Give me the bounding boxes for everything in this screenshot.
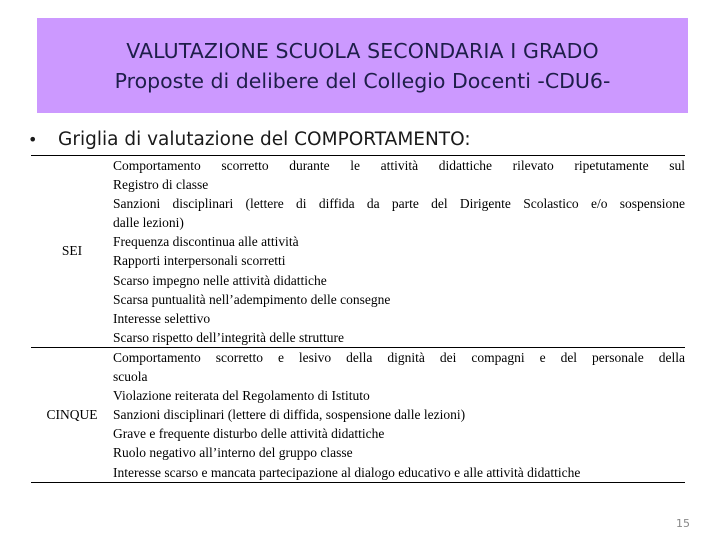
bullet-icon: • <box>28 129 38 149</box>
description-line: Rapporti interpersonali scorretti <box>113 253 286 269</box>
description-line: Violazione reiterata del Regolamento di Istituto <box>113 388 370 404</box>
table-row-cinque <box>31 347 685 482</box>
description-cell <box>113 156 685 348</box>
description-line: Scarso rispetto dell’integrità delle strutture <box>113 329 344 345</box>
description-line: Interesse scarso e mancata partecipazione al dialogo educativo e alle attività didattiche <box>113 464 581 480</box>
description-line: Sanzioni disciplinari (lettere di diffida, sospensione dalle lezioni) <box>113 407 466 423</box>
description-line: dalle lezioni) <box>113 215 184 231</box>
slide-subtitle: Proposte di delibere del Collegio Docenti -CDU6- <box>114 68 611 93</box>
description-line: Frequenza discontinua alle attività <box>113 234 299 250</box>
grade-cell: SEI <box>61 243 83 259</box>
bullet-text: Griglia di valutazione del COMPORTAMENTO: <box>58 128 471 150</box>
page-number: 15 <box>676 517 690 530</box>
description-cell <box>113 347 685 482</box>
description-line: Registro di classe <box>113 177 209 193</box>
description-line: Interesse selettivo <box>113 310 211 326</box>
slide-title: VALUTAZIONE SCUOLA SECONDARIA I GRADO <box>126 38 599 63</box>
description-line: Comportamento scorretto e lesivo della dignità dei compagni e del personale della <box>113 349 685 365</box>
description-line: scuola <box>113 369 148 385</box>
description-line: Scarsa puntualità nell’adempimento delle consegne <box>113 291 391 307</box>
description-line: Scarso impegno nelle attività didattiche <box>113 272 327 288</box>
grade-cell: CINQUE <box>46 406 98 422</box>
description-line: Ruolo negativo all’interno del gruppo classe <box>113 445 353 461</box>
title-banner <box>37 18 688 113</box>
description-line: Grave e frequente disturbo delle attività didattiche <box>113 426 385 442</box>
bullet-item <box>28 124 471 154</box>
description-line: Comportamento scorretto durante le attività didattiche rilevato ripetutamente sul <box>113 158 685 173</box>
behavior-grid-table <box>31 155 685 483</box>
description-line: Sanzioni disciplinari (lettere di diffida da parte del Dirigente Scolastico e/o sospensione <box>113 196 685 212</box>
table-row-sei <box>31 156 685 348</box>
